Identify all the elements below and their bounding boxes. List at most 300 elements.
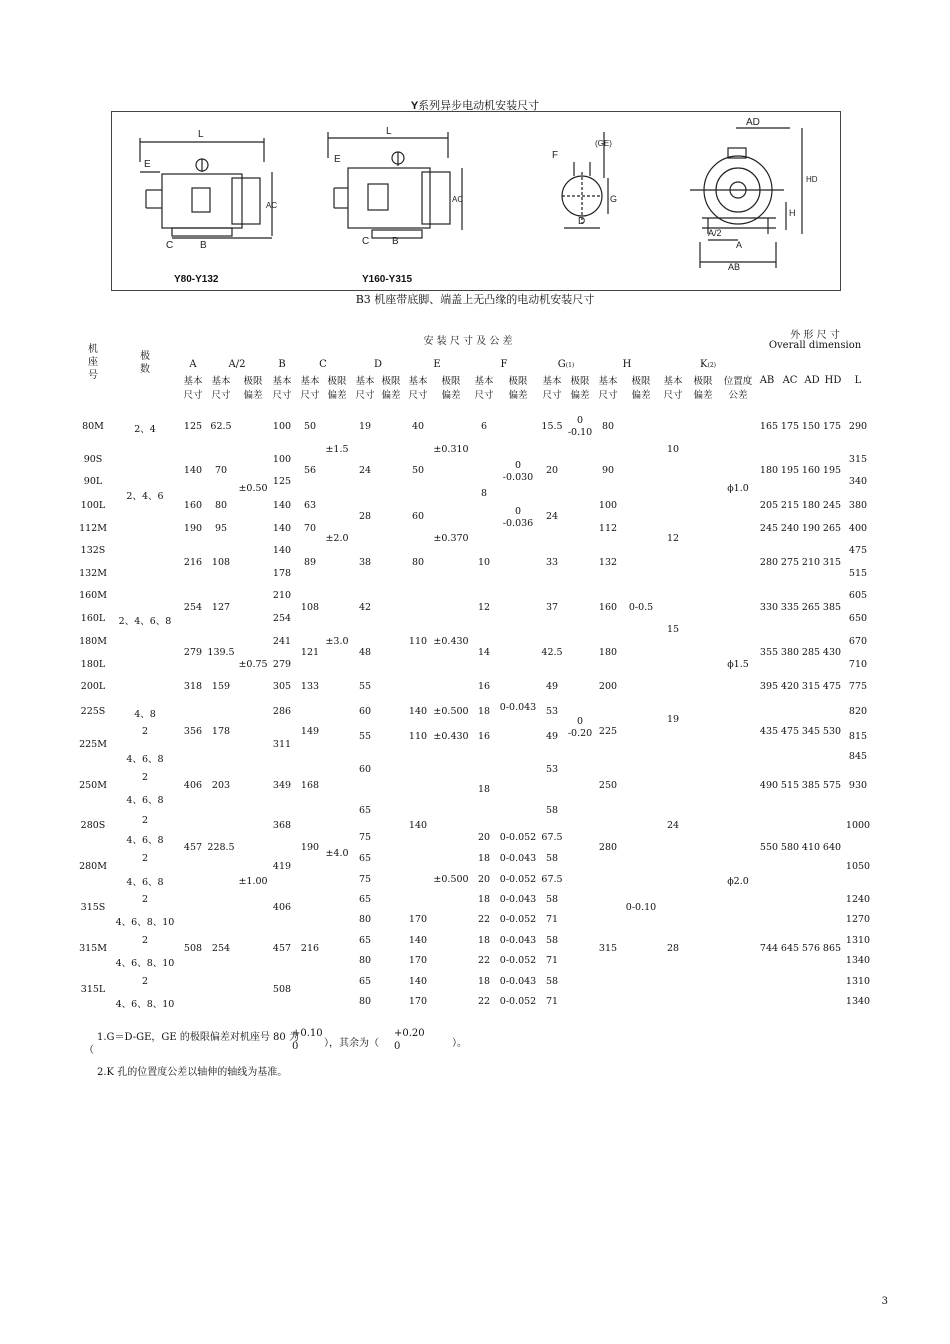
cell-ctol: ±1.5 [325,444,349,455]
cell-a: 279 [183,647,203,658]
cell-htol: 0-0.10 [625,902,657,913]
tol-stack-g-225: 0 -0.20 [567,716,593,739]
subheader-Htol: 极限 偏差 [631,376,651,401]
cell-h: 100 [598,500,618,511]
cell-ac: 215 [780,500,800,511]
cell-ab: 205 [759,500,779,511]
table-subtitle: B3 机座带底脚、端盖上无凸缘的电动机安装尺寸 [355,293,595,306]
cell-ad: 180 [801,500,821,511]
label-E2: E [334,154,341,165]
cell-g: 58 [545,935,559,946]
subheader-Etol: 极限 偏差 [441,376,461,401]
cell-g: 58 [545,894,559,905]
cell-e: 140 [408,976,428,987]
cell-ad: 285 [801,647,821,658]
cell-l: 1050 [845,861,871,872]
cell-h: 280 [598,842,618,853]
cell-l: 670 [848,636,868,647]
cell-b: 178 [272,568,292,579]
label-AB: AB [728,262,741,272]
cell-g: 42.5 [541,647,563,658]
label-C: C [166,240,174,251]
note-1-tol2-bot: 0 [394,1041,401,1052]
cell-poles: 2 [141,976,149,987]
cell-d: 65 [358,976,372,987]
cell-frame: 100L [80,500,106,511]
cell-ab: 330 [759,602,779,613]
cell-c: 108 [300,602,320,613]
cell-poles: 4、6、8、10 [115,958,175,969]
cell-b: 140 [272,500,292,511]
cell-a: 406 [183,780,203,791]
cell-frame: 112M [79,523,107,534]
cell-a: 356 [183,726,203,737]
cell-e: 40 [411,421,425,432]
cell-kpos: ϕ1.5 [727,659,749,670]
cell-d: 80 [358,914,372,925]
caption-y80-y132: Y80-Y132 [174,274,219,285]
cell-b: 100 [272,454,292,465]
cell-frame: 90L [83,476,103,487]
col-A2: A/2 [228,359,246,370]
note-1-tol1-bot: 0 [292,1041,299,1052]
cell-d: 80 [358,955,372,966]
cell-etol: ±0.500 [433,874,469,885]
cell-a: 508 [183,943,203,954]
cell-d: 65 [358,805,372,816]
cell-a: 457 [183,842,203,853]
cell-ad: 576 [801,943,821,954]
cell-poles: 2 [141,815,149,826]
cell-e: 110 [408,636,428,647]
tol-stack-g-80: 0 -0.10 [567,415,593,438]
cell-ftol: 0-0.052 [499,996,537,1007]
cell-b: 406 [272,902,292,913]
cell-g: 49 [545,681,559,692]
cell-ftol: 0-0.052 [499,914,537,925]
cell-ab: 550 [759,842,779,853]
cell-hd: 575 [822,780,842,791]
cell-poles: 2 [141,935,149,946]
cell-e: 140 [408,935,428,946]
cell-l: 475 [848,545,868,556]
cell-ab: 395 [759,681,779,692]
motor-side-view-small [140,138,272,238]
cell-ftol: 0-0.052 [499,832,537,843]
install-group-header: 安 装 尺 寸 及 公 差 [423,336,513,347]
cell-f: 6 [480,421,488,432]
cell-frame: 315L [80,984,106,995]
cell-d: 38 [358,557,372,568]
cell-poles: 2、4、6 [126,491,164,502]
label-D: D [578,216,586,227]
label-E: E [144,159,151,170]
subheader-D1: 基本 尺寸 [355,376,375,401]
motor-side-view-large [328,132,462,238]
cell-ad: 190 [801,523,821,534]
cell-e: 170 [408,914,428,925]
cell-hd: 265 [822,523,842,534]
subheader-G: 基本 尺寸 [542,376,562,401]
cell-ac: 175 [780,421,800,432]
cell-ad: 210 [801,557,821,568]
cell-k: 19 [666,714,680,725]
cell-frame: 315S [80,902,106,913]
note-1: 1.G＝D-GE，GE 的极限偏差对机座号 80 为 [97,1032,299,1043]
cell-e: 170 [408,996,428,1007]
cell-c: 63 [303,500,317,511]
subheader-E: 基本 尺寸 [408,376,428,401]
cell-frame: 160M [79,590,107,601]
cell-frame: 132S [80,545,106,556]
note-1-tol1-top: +0.10 [292,1028,323,1039]
cell-b: 457 [272,943,292,954]
cell-l: 1310 [845,935,871,946]
cell-f: 18 [477,706,491,717]
cell-f: 18 [477,784,491,795]
subheader-A: 基本 尺寸 [183,376,203,401]
subheader-K: 基本 尺寸 [663,376,683,401]
cell-d: 60 [358,764,372,775]
cell-h: 200 [598,681,618,692]
cell-a2tol: ±0.50 [238,483,268,494]
cell-a2: 159 [211,681,231,692]
col-E: E [433,359,441,370]
cell-l: 1000 [845,820,871,831]
col-B: B [278,359,286,370]
cell-f: 16 [477,681,491,692]
cell-frame: 180M [79,636,107,647]
cell-e: 110 [408,731,428,742]
subheader-Ktol: 极限 偏差 [693,376,713,401]
cell-a2: 228.5 [207,842,235,853]
cell-b: 419 [272,861,292,872]
cell-ctol: ±4.0 [325,848,349,859]
cell-poles: 4、8 [134,709,156,720]
label-HD: HD [806,175,818,184]
cell-g: 67.5 [541,874,563,885]
cell-ab: 245 [759,523,779,534]
col-L: L [854,375,862,386]
cell-kpos: ϕ1.0 [727,483,749,494]
cell-hd: 175 [822,421,842,432]
frame-header: 机座号 [88,344,98,381]
cell-poles: 4、6、8 [126,754,164,765]
cell-d: 28 [358,511,372,522]
cell-b: 305 [272,681,292,692]
cell-etol: ±0.370 [433,533,469,544]
note-2: 2.K 孔的位置度公差以轴伸的轴线为基准。 [97,1067,288,1078]
subheader-Ftol: 极限 偏差 [508,376,528,401]
cell-k: 10 [666,444,680,455]
cell-poles: 2 [141,853,149,864]
cell-frame: 315M [79,943,107,954]
cell-ac: 420 [780,681,800,692]
cell-ftol: 0-0.052 [499,874,537,885]
caption-y160-y315: Y160-Y315 [362,274,413,285]
cell-a2: 108 [211,557,231,568]
cell-hd: 195 [822,465,842,476]
cell-ftol: 0-0.043 [499,976,537,987]
cell-frame: 80M [82,421,104,432]
label-C2: C [362,236,370,247]
cell-c: 216 [300,943,320,954]
subheader-Gtol: 极限 偏差 [570,376,590,401]
cell-ftol: 0-0.043 [499,702,537,713]
cell-frame: 225M [79,739,107,750]
cell-ad: 160 [801,465,821,476]
cell-g: 58 [545,976,559,987]
cell-l: 400 [848,523,868,534]
cell-ac: 515 [780,780,800,791]
cell-ab: 280 [759,557,779,568]
cell-e: 140 [408,820,428,831]
cell-f: 18 [477,853,491,864]
cell-b: 508 [272,984,292,995]
cell-poles: 2、4、6、8 [118,616,172,627]
cell-l: 1270 [845,914,871,925]
cell-d: 65 [358,935,372,946]
col-AD: AD [804,375,820,386]
cell-poles: 4、6、8 [126,835,164,846]
subheader-H: 基本 尺寸 [598,376,618,401]
cell-f: 16 [477,731,491,742]
cell-a2: 70 [214,465,228,476]
cell-ad: 345 [801,726,821,737]
cell-d: 65 [358,853,372,864]
cell-d: 42 [358,602,372,613]
tol-stack-f-90: 0 -0.030 [502,460,534,483]
cell-e: 140 [408,706,428,717]
cell-h: 180 [598,647,618,658]
cell-h: 225 [598,726,618,737]
cell-g: 49 [545,731,559,742]
cell-poles: 4、6、8 [126,795,164,806]
cell-etol: ±0.430 [433,636,469,647]
subheader-Ctol: 极限 偏差 [327,376,347,401]
subheader-A2tol: 极限 偏差 [243,376,263,401]
col-AB: AB [759,375,775,386]
cell-a2: 139.5 [207,647,235,658]
cell-a2tol: ±1.00 [238,876,268,887]
cell-h: 112 [598,523,618,534]
cell-d: 65 [358,894,372,905]
cell-hd: 530 [822,726,842,737]
cell-hd: 430 [822,647,842,658]
cell-c: 121 [300,647,320,658]
cell-g: 58 [545,853,559,864]
cell-c: 133 [300,681,320,692]
cell-f: 12 [477,602,491,613]
cell-c: 168 [300,780,320,791]
cell-l: 815 [848,731,868,742]
cell-l: 650 [848,613,868,624]
cell-kpos: ϕ2.0 [727,876,749,887]
col-AC: AC [782,375,798,386]
cell-l: 1340 [845,996,871,1007]
cell-hd: 640 [822,842,842,853]
cell-b: 279 [272,659,292,670]
cell-f: 18 [477,894,491,905]
cell-b: 349 [272,780,292,791]
cell-k: 24 [666,820,680,831]
cell-l: 1240 [845,894,871,905]
cell-b: 140 [272,545,292,556]
cell-l: 290 [848,421,868,432]
outer-group-header-en: Overall dimension [768,340,862,351]
cell-frame: 280M [79,861,107,872]
page-title: Y系列异步电动机安装尺寸 [410,99,540,112]
cell-h: 90 [601,465,615,476]
cell-g: 71 [545,914,559,925]
cell-b: 254 [272,613,292,624]
cell-b: 311 [272,739,292,750]
note-1-mid: ），其余为（ [324,1038,379,1049]
cell-ab: 744 [759,943,779,954]
label-H: H [789,208,796,218]
cell-d: 60 [358,706,372,717]
cell-ad: 410 [801,842,821,853]
cell-d: 24 [358,465,372,476]
cell-hd: 245 [822,500,842,511]
cell-g: 37 [545,602,559,613]
col-F: F [500,359,508,370]
cell-ad: 315 [801,681,821,692]
cell-ac: 240 [780,523,800,534]
cell-d: 80 [358,996,372,1007]
cell-ab: 435 [759,726,779,737]
cell-htol: 0-0.5 [628,602,654,613]
cell-a: 254 [183,602,203,613]
cell-poles: 4、6、8、10 [115,999,175,1010]
cell-a2: 80 [214,500,228,511]
cell-f: 20 [477,832,491,843]
cell-hd: 475 [822,681,842,692]
cell-poles: 2、4 [134,424,156,435]
cell-frame: 180L [80,659,106,670]
cell-ad: 385 [801,780,821,791]
cell-e: 80 [411,557,425,568]
cell-f: 22 [477,996,491,1007]
cell-frame: 225S [80,706,106,717]
cell-b: 100 [272,421,292,432]
cell-a2tol: ±0.75 [238,659,268,670]
cell-k: 12 [666,533,680,544]
cell-ad: 150 [801,421,821,432]
cell-e: 50 [411,465,425,476]
cell-d: 55 [358,731,372,742]
cell-e: 60 [411,511,425,522]
cell-g: 24 [545,511,559,522]
cell-f: 18 [477,976,491,987]
cell-a2: 127 [211,602,231,613]
col-H: H [622,359,632,370]
note-1-tol2-top: +0.20 [394,1028,425,1039]
cell-c: 89 [303,557,317,568]
cell-poles: 4、6、8、10 [115,917,175,928]
cell-k: 28 [666,943,680,954]
cell-poles: 2 [141,726,149,737]
cell-c: 190 [300,842,320,853]
cell-f: 18 [477,935,491,946]
cell-l: 1340 [845,955,871,966]
label-B: B [200,240,207,251]
cell-e: 170 [408,955,428,966]
col-D: D [373,359,383,370]
cell-d: 19 [358,421,372,432]
cell-a: 216 [183,557,203,568]
cell-ab: 490 [759,780,779,791]
tol-stack-f-112: 0 -0.036 [502,506,534,529]
outer-group-header: 外 形 尺 寸 [790,330,840,341]
cell-f: 8 [480,488,488,499]
cell-b: 140 [272,523,292,534]
cell-l: 380 [848,500,868,511]
cell-ac: 475 [780,726,800,737]
cell-d: 75 [358,874,372,885]
cell-hd: 865 [822,943,842,954]
label-L: L [198,129,204,140]
cell-c: 70 [303,523,317,534]
cell-d: 48 [358,647,372,658]
cell-d: 55 [358,681,372,692]
cell-hd: 315 [822,557,842,568]
label-B2: B [392,236,399,247]
cell-b: 241 [272,636,292,647]
label-L2: L [386,126,392,137]
cell-f: 10 [477,557,491,568]
cell-ac: 645 [780,943,800,954]
col-A: A [189,359,197,370]
cell-l: 845 [848,751,868,762]
cell-ab: 165 [759,421,779,432]
subheader-Kpos: 位置度 公差 [723,376,753,401]
cell-l: 710 [848,659,868,670]
note-1-end: ）。 [452,1038,467,1049]
cell-d: 75 [358,832,372,843]
cell-l: 340 [848,476,868,487]
cell-h: 80 [601,421,615,432]
cell-l: 315 [848,454,868,465]
cell-ftol: 0-0.043 [499,935,537,946]
motor-end-view [690,128,802,268]
cell-poles: 4、6、8 [126,877,164,888]
subheader-D2: 极限 偏差 [381,376,401,401]
cell-c: 56 [303,465,317,476]
cell-a2: 95 [214,523,228,534]
cell-f: 14 [477,647,491,658]
cell-ctol: ±2.0 [325,533,349,544]
label-AC: AC [266,201,278,210]
cell-l: 605 [848,590,868,601]
cell-a2: 203 [211,780,231,791]
cell-g: 71 [545,996,559,1007]
subheader-A2: 基本 尺寸 [211,376,231,401]
cell-g: 20 [545,465,559,476]
cell-hd: 385 [822,602,842,613]
label-AD: AD [746,117,760,128]
cell-frame: 280S [80,820,106,831]
cell-poles: 2 [141,894,149,905]
cell-ac: 580 [780,842,800,853]
cell-ac: 275 [780,557,800,568]
cell-ac: 380 [780,647,800,658]
cell-g: 33 [545,557,559,568]
label-A2: A/2 [708,228,722,238]
cell-ftol: 0-0.052 [499,955,537,966]
cell-etol: ±0.310 [433,444,469,455]
cell-poles: 2 [141,772,149,783]
